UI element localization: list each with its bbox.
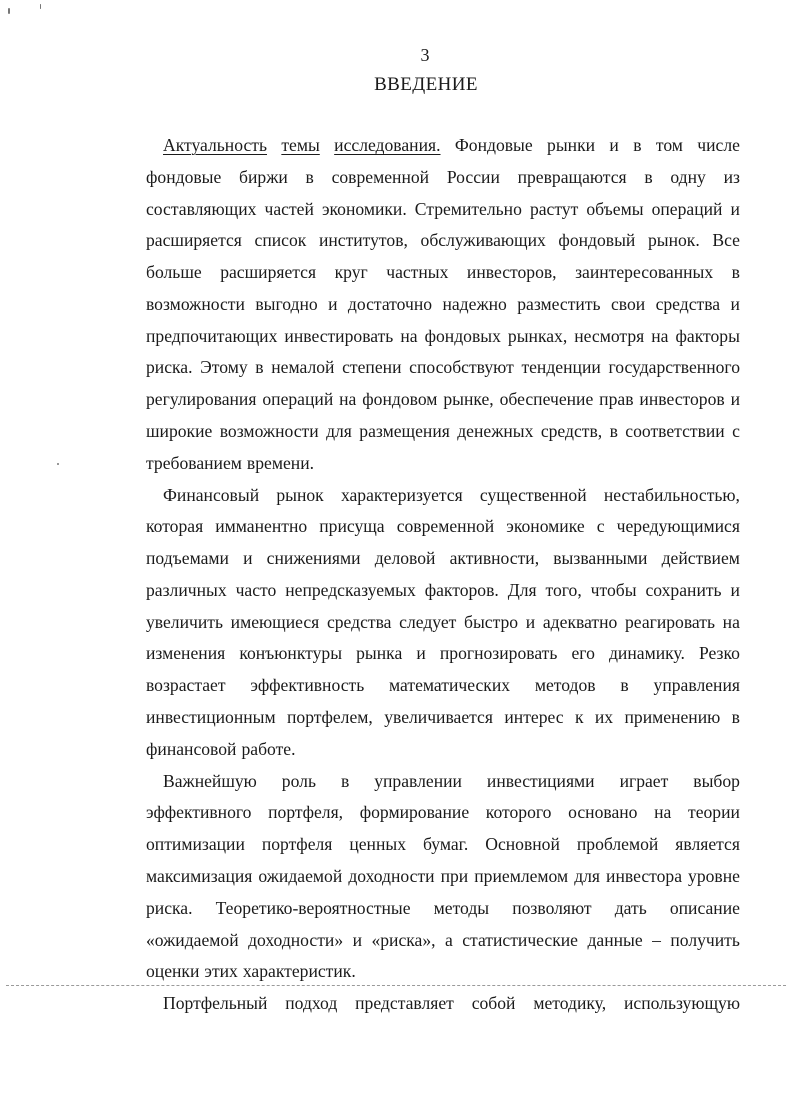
text-line [146, 833, 740, 855]
word: которая [146, 516, 204, 537]
word: в [633, 135, 642, 155]
word: выбор [693, 770, 740, 791]
word: портфеля [261, 834, 333, 855]
word: в [731, 262, 740, 283]
word: сохранить [645, 579, 722, 600]
text-line [163, 484, 740, 506]
word: существенной [479, 484, 587, 505]
word: собой [471, 993, 516, 1014]
word: и [730, 198, 740, 219]
word: портфеля, [268, 802, 344, 823]
word: инвестировать [284, 325, 394, 346]
word: теории [688, 802, 740, 823]
word: и [352, 929, 362, 950]
word: в [340, 770, 350, 791]
word: биржи [239, 166, 288, 187]
word: для [574, 865, 601, 886]
word: Резко [698, 643, 740, 664]
word: рынок. [647, 230, 700, 251]
word: и [730, 389, 740, 410]
word: в [620, 675, 629, 696]
word: инвестора [606, 865, 682, 886]
text-line [146, 261, 740, 283]
word: Все [712, 230, 740, 251]
word: их [594, 707, 614, 728]
word: уровне [688, 865, 740, 886]
word: оптимизации [146, 834, 245, 855]
word: того, [545, 579, 582, 600]
word: времени. [246, 452, 315, 473]
word: «риска», [371, 929, 436, 950]
word: чтобы [590, 579, 637, 600]
word: возрастает [146, 675, 226, 696]
text-line [146, 452, 740, 474]
word: свои [610, 293, 646, 314]
word: в [731, 707, 740, 728]
word: больше [146, 262, 202, 283]
word: Портфельный [163, 993, 268, 1014]
word: и [730, 293, 740, 314]
word: рынке, [443, 389, 494, 410]
page-title: ВВЕДЕНИЕ [374, 74, 478, 95]
word: средства [655, 293, 721, 314]
word: выгодно [255, 293, 318, 314]
word: требованием [146, 452, 242, 473]
word: операций [651, 198, 723, 219]
text-line [146, 801, 740, 823]
word: адекватно [542, 611, 618, 632]
text-line [146, 325, 740, 347]
word: быстро [464, 611, 519, 632]
word: Финансовый [163, 484, 260, 505]
text-line [163, 134, 740, 156]
word: Этому [200, 357, 248, 378]
word: увеличить [146, 611, 223, 632]
text-line [146, 166, 740, 188]
word: «ожидаемой [146, 929, 239, 950]
word: из [723, 166, 740, 187]
text-line [163, 770, 740, 792]
word: с [732, 421, 740, 442]
word: средства [326, 611, 392, 632]
word: размещения [359, 421, 450, 442]
word: получить [670, 929, 740, 950]
text-line [146, 738, 740, 760]
text-line [146, 960, 740, 982]
word: расширяется [146, 230, 242, 251]
word: для [326, 421, 352, 442]
word: изменения [146, 643, 226, 664]
word: степени [342, 357, 402, 378]
word: рынках, [507, 325, 568, 346]
word: – [652, 929, 661, 950]
word: объемы [586, 198, 644, 219]
word: данные [587, 929, 643, 950]
word: ценных [349, 834, 407, 855]
word: бумаг. [422, 834, 469, 855]
word: обеспечение [499, 389, 594, 410]
word: в [255, 357, 264, 378]
word: подъемами [146, 548, 229, 569]
word: инвестициями [486, 770, 595, 791]
word: на [651, 325, 669, 346]
word: Для [507, 579, 537, 600]
word: управлении [374, 770, 462, 791]
word: несмотря [574, 325, 645, 346]
word: следует [399, 611, 457, 632]
word: с [596, 516, 605, 537]
word: числе [697, 135, 740, 155]
word: описание [669, 897, 740, 918]
text-line [146, 356, 740, 378]
word: увеличивается [384, 707, 493, 728]
text-line [146, 547, 740, 569]
word: реагировать [625, 611, 715, 632]
word: основано [568, 802, 638, 823]
page-number: 3 [420, 45, 430, 65]
word: часто [235, 579, 277, 600]
word: институтов, [318, 230, 408, 251]
word: роль [281, 770, 316, 791]
word: предпочитающих [146, 325, 278, 346]
word: Основной [485, 834, 560, 855]
word: работе. [241, 738, 296, 759]
word: которого [485, 802, 552, 823]
word: немалой [271, 357, 335, 378]
word: расширяется [220, 262, 317, 283]
word: является [675, 834, 740, 855]
word: методы [433, 897, 490, 918]
word: инвесторов, [466, 262, 557, 283]
word: нестабильностью, [603, 484, 740, 505]
word: характеристик. [242, 961, 356, 982]
scan-speck [8, 8, 10, 14]
text-line [146, 229, 740, 251]
word: оценки [146, 961, 200, 982]
word: в [609, 421, 618, 442]
word: и [609, 135, 619, 155]
text-line [146, 642, 740, 664]
word: имеющиеся [230, 611, 320, 632]
word: тенденции [521, 357, 601, 378]
word: ожидаемой [258, 865, 343, 886]
word: математических [389, 675, 511, 696]
word: Стремительно [414, 198, 522, 219]
word: государственного [608, 357, 740, 378]
scan-speck [40, 4, 41, 9]
word: разместить [517, 293, 601, 314]
word: чередующимися [616, 516, 740, 537]
scan-speck [57, 463, 59, 465]
word: характеризуется [340, 484, 463, 505]
word: риска. [146, 897, 193, 918]
word: денежных [457, 421, 534, 442]
word: в [644, 166, 653, 187]
word: имманентно [215, 516, 308, 537]
word: надежно [442, 293, 507, 314]
word: играет [619, 770, 669, 791]
word: формирование [359, 802, 470, 823]
word: на [400, 325, 418, 346]
word: Теоретико-вероятностные [215, 897, 411, 918]
word: интерес [504, 707, 564, 728]
word: методику, [533, 993, 607, 1014]
word: частных [386, 262, 449, 283]
word: возможности [219, 421, 319, 442]
text-line [146, 706, 740, 728]
word: использующую [623, 993, 740, 1014]
word: круг [334, 262, 368, 283]
word: Важнейшую [163, 770, 257, 791]
word: деловой [374, 548, 436, 569]
word: обслуживающих [420, 230, 546, 251]
word: на [722, 611, 740, 632]
word: Актуальность [163, 135, 267, 155]
word: рынки [547, 135, 596, 155]
word: Фондовые [454, 135, 533, 155]
word: регулирования [146, 389, 257, 410]
text-line [146, 388, 740, 410]
word: снижениями [266, 548, 361, 569]
word: доходности [348, 865, 435, 886]
word: и [525, 611, 536, 632]
word: методов [534, 675, 596, 696]
word: непредсказуемых [285, 579, 416, 600]
word: на [654, 802, 672, 823]
word: дать [614, 897, 647, 918]
word: экономике [506, 516, 585, 537]
word: проблемой [576, 834, 659, 855]
word: действием [661, 548, 740, 569]
word: современной [331, 166, 430, 187]
word: этих [204, 961, 238, 982]
word: применению [624, 707, 721, 728]
word: возможности [146, 293, 245, 314]
word: представляет [355, 993, 454, 1014]
word: и [243, 548, 253, 569]
text-line [146, 198, 740, 220]
word: и [328, 293, 338, 314]
word: современной [396, 516, 495, 537]
word: исследования. [334, 135, 441, 155]
word: подход [285, 993, 338, 1014]
word: портфелем, [287, 707, 373, 728]
word: максимизация [146, 865, 253, 886]
word: факторы [675, 325, 740, 346]
word: рынок [276, 484, 324, 505]
word: и [730, 579, 740, 600]
word: на [339, 389, 357, 410]
word: вызванными [553, 548, 648, 569]
word: одну [670, 166, 706, 187]
word: управления [653, 675, 740, 696]
word: составляющих [146, 198, 257, 219]
word: эффективного [146, 802, 252, 823]
word: инвестиционным [146, 707, 276, 728]
word: к [574, 707, 584, 728]
word: заинтересованных [575, 262, 714, 283]
word: финансовой [146, 738, 237, 759]
text-line [146, 865, 740, 887]
word: факторов. [424, 579, 499, 600]
word: эффективность [250, 675, 365, 696]
scan-artifact-line [6, 985, 786, 986]
word: инвесторов [639, 389, 725, 410]
text-line [163, 992, 740, 1014]
word: соответствии [625, 421, 725, 442]
text-line [146, 611, 740, 633]
word: растут [529, 198, 579, 219]
word: достаточно [347, 293, 433, 314]
word: фондовый [558, 230, 636, 251]
word: средств, [540, 421, 603, 442]
word: в [305, 166, 314, 187]
text-line [146, 929, 740, 951]
word: статистические [462, 929, 578, 950]
word: доходности» [248, 929, 344, 950]
word: России [446, 166, 500, 187]
word: частей [264, 198, 314, 219]
word: при [440, 865, 469, 886]
word: превращаются [517, 166, 627, 187]
word: присуща [319, 516, 385, 537]
word: приемлемом [474, 865, 569, 886]
word: экономики. [321, 198, 407, 219]
text-line [146, 579, 740, 601]
word: а [444, 929, 453, 950]
word: и [416, 643, 426, 664]
text-line [146, 674, 740, 696]
word: фондовых [424, 325, 501, 346]
word: риска. [146, 357, 193, 378]
text-line [146, 515, 740, 537]
word: фондовые [146, 166, 222, 187]
word: динамику. [608, 643, 685, 664]
word: список [254, 230, 307, 251]
text-line [146, 293, 740, 315]
word: активности, [449, 548, 540, 569]
word: том [655, 135, 683, 155]
word: операций [262, 389, 334, 410]
word: фондовом [362, 389, 438, 410]
word: широкие [146, 421, 213, 442]
text-line [146, 420, 740, 442]
word: темы [281, 135, 320, 155]
text-line [146, 897, 740, 919]
word: различных [146, 579, 227, 600]
word: способствуют [409, 357, 514, 378]
word: конъюнктуры [239, 643, 343, 664]
word: его [571, 643, 595, 664]
word: прав [599, 389, 634, 410]
word: рынка [356, 643, 403, 664]
word: позволяют [512, 897, 592, 918]
word: прогнозировать [439, 643, 558, 664]
